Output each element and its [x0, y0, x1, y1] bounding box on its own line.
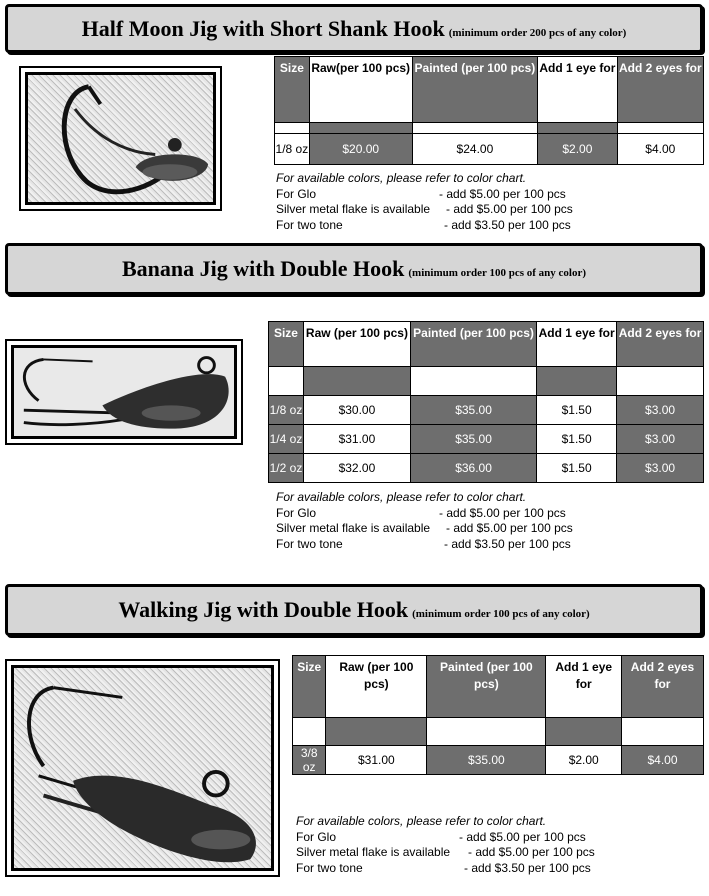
header-add-1-eye: Add 1 eye for [546, 656, 622, 718]
color-chart-note: For available colors, please refer to color chart. [276, 171, 527, 185]
two-tone-price: - add $3.50 per 100 pcs [444, 536, 571, 551]
spacer-cell [275, 123, 310, 134]
glo-price: - add $5.00 per 100 pcs [439, 186, 566, 201]
raw-price-cell: $31.00 [326, 746, 427, 775]
section-1-title: Half Moon Jig with Short Shank Hook [81, 16, 445, 41]
header-size: Size [275, 57, 310, 123]
table-row [269, 425, 704, 454]
add-2-eyes-cell: $4.00 [621, 746, 703, 775]
two-tone-price: - add $3.50 per 100 pcs [444, 217, 571, 232]
glo-label: For Glo [276, 505, 317, 520]
spacer-cell [412, 123, 538, 134]
raw-price-cell: $31.00 [303, 425, 410, 454]
section-1-price-table [274, 56, 704, 165]
header-add-2-eyes: Add 2 eyes for [617, 57, 703, 123]
header-raw: Raw(per 100 pcs) [309, 57, 412, 123]
glo-price: - add $5.00 per 100 pcs [439, 505, 566, 520]
spacer-cell [303, 367, 410, 396]
spacer-cell [621, 718, 703, 746]
size-cell: 1/8 oz [269, 396, 304, 425]
glo-label: For Glo [276, 186, 317, 201]
raw-price-cell: $32.00 [303, 454, 410, 483]
section-2-notes [276, 490, 573, 552]
silver-flake-price: - add $5.00 per 100 pcs [446, 202, 573, 216]
header-size: Size [293, 656, 326, 718]
section-3-price-table [292, 655, 704, 775]
section-1-banner [5, 4, 703, 53]
add-2-eyes-cell: $3.00 [617, 425, 704, 454]
painted-price-cell: $35.00 [410, 396, 536, 425]
spacer-cell [269, 367, 304, 396]
spacer-cell [617, 367, 704, 396]
header-add-1-eye: Add 1 eye for [538, 57, 617, 123]
color-chart-note: For available colors, please refer to color chart. [276, 490, 527, 504]
header-add-2-eyes: Add 2 eyes for [621, 656, 703, 718]
table-row [275, 134, 704, 165]
raw-price-cell: $30.00 [303, 396, 410, 425]
add-1-eye-cell: $1.50 [537, 396, 617, 425]
size-cell: 1/2 oz [269, 454, 304, 483]
header-painted: Painted (per 100 pcs) [410, 322, 536, 367]
section-3-title: Walking Jig with Double Hook [118, 597, 409, 622]
spacer-cell [410, 367, 536, 396]
painted-price-cell: $35.00 [427, 746, 546, 775]
glo-label: For Glo [296, 829, 337, 844]
silver-flake-label: Silver metal flake is available [296, 845, 451, 859]
silver-flake-label: Silver metal flake is available [276, 521, 431, 535]
walking-jig-photo [5, 659, 280, 877]
add-1-eye-cell: $1.50 [537, 425, 617, 454]
section-2-banner [5, 243, 703, 295]
spacer-cell [546, 718, 622, 746]
silver-flake-price: - add $5.00 per 100 pcs [468, 845, 595, 859]
spacer-cell [309, 123, 412, 134]
size-cell: 3/8 oz [293, 746, 326, 775]
painted-price-cell: $35.00 [410, 425, 536, 454]
header-size: Size [269, 322, 304, 367]
header-add-2-eyes: Add 2 eyes for [617, 322, 704, 367]
two-tone-price: - add $3.50 per 100 pcs [464, 860, 591, 875]
header-raw: Raw (per 100 pcs) [303, 322, 410, 367]
spacer-cell [538, 123, 617, 134]
add-1-eye-cell: $2.00 [538, 134, 617, 165]
table-row [269, 396, 704, 425]
section-1-min-order: (minimum order 200 pcs of any color) [448, 27, 627, 39]
banana-jig-photo [5, 339, 243, 445]
add-2-eyes-cell: $3.00 [617, 396, 704, 425]
color-chart-note: For available colors, please refer to color chart. [296, 814, 547, 828]
add-1-eye-cell: $1.50 [537, 454, 617, 483]
two-tone-label: For two tone [276, 217, 343, 232]
table-row [293, 746, 704, 775]
two-tone-label: For two tone [296, 860, 363, 875]
raw-price-cell: $20.00 [309, 134, 412, 165]
header-add-1-eye: Add 1 eye for [537, 322, 617, 367]
half-moon-jig-photo [19, 66, 222, 211]
section-3-min-order: (minimum order 100 pcs of any color) [412, 608, 590, 620]
spacer-cell [293, 718, 326, 746]
add-1-eye-cell: $2.00 [546, 746, 622, 775]
size-cell: 1/8 oz [275, 134, 310, 165]
silver-flake-price: - add $5.00 per 100 pcs [446, 521, 573, 535]
glo-price: - add $5.00 per 100 pcs [459, 829, 586, 844]
size-cell: 1/4 oz [269, 425, 304, 454]
section-3-notes [296, 814, 595, 876]
section-1-notes [276, 171, 573, 233]
add-2-eyes-cell: $4.00 [617, 134, 703, 165]
header-raw: Raw (per 100 pcs) [326, 656, 427, 718]
painted-price-cell: $24.00 [412, 134, 538, 165]
spacer-cell [617, 123, 703, 134]
section-2-title: Banana Jig with Double Hook [121, 256, 405, 281]
header-painted: Painted (per 100 pcs) [427, 656, 546, 718]
section-3-banner [5, 584, 703, 636]
spacer-cell [326, 718, 427, 746]
painted-price-cell: $36.00 [410, 454, 536, 483]
header-painted: Painted (per 100 pcs) [412, 57, 538, 123]
add-2-eyes-cell: $3.00 [617, 454, 704, 483]
section-2-min-order: (minimum order 100 pcs of any color) [408, 267, 587, 279]
spacer-cell [427, 718, 546, 746]
table-row [269, 454, 704, 483]
spacer-cell [537, 367, 617, 396]
section-2-price-table [268, 321, 704, 483]
two-tone-label: For two tone [276, 536, 343, 551]
silver-flake-label: Silver metal flake is available [276, 202, 431, 216]
